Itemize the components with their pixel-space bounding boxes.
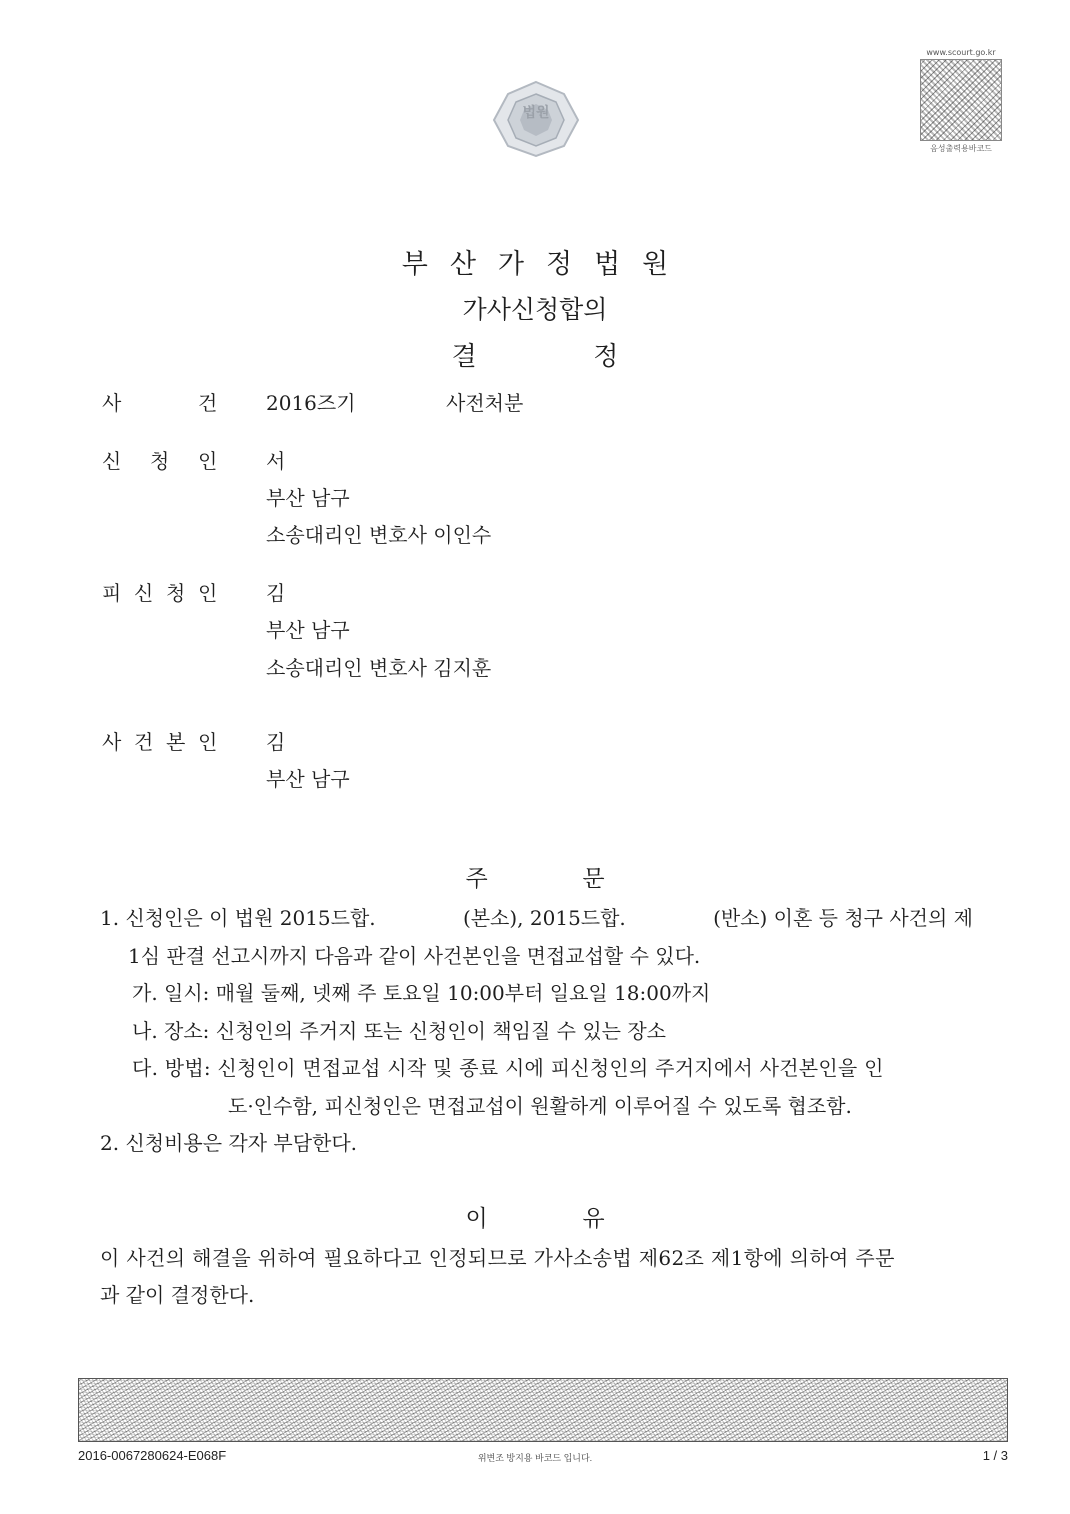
order-heading	[0, 860, 1070, 893]
respondent-name: 김	[266, 581, 286, 605]
order-item-1-c-line-1: 다. 방법: 신청인이 면접교섭 시작 및 종료 시에 피신청인의 주거지에서 사건본인을 인	[132, 1056, 884, 1080]
doc-type-char: 정	[593, 342, 619, 372]
applicant-counsel: 소송대리인 변호사 이인수	[266, 523, 492, 547]
order-item-2: 2. 신청비용은 각자 부담한다.	[100, 1131, 358, 1155]
court-name: 부산가정법원	[401, 249, 691, 280]
case-number: 2016즈기	[266, 391, 356, 415]
heading-char: 주	[465, 866, 488, 892]
qr-code-icon	[920, 59, 1002, 141]
document-id: 2016-0067280624-E068F	[78, 1448, 227, 1463]
division-name: 가사신청합의	[462, 295, 608, 324]
heading-char: 이	[465, 1206, 488, 1232]
document-type	[0, 336, 1070, 373]
label-char: 건	[198, 391, 218, 415]
barcode-caption: 위변조 방지용 바코드 입니다.	[477, 1453, 593, 1463]
label-char: 청	[150, 449, 170, 473]
page-number: 1 / 3	[982, 1448, 1008, 1463]
label-char: 사	[102, 730, 122, 754]
respondent-address: 부산 남구	[266, 618, 350, 642]
qr-url: www.scourt.go.kr	[926, 48, 996, 57]
label-char: 피	[102, 581, 122, 605]
order-text-part: (반소) 이혼 등 청구 사건의 제	[713, 906, 973, 930]
order-text-part: (본소), 2015드합.	[462, 906, 626, 930]
order-item-1-b: 나. 장소: 신청인의 주거지 또는 신청인이 책임질 수 있는 장소	[132, 1019, 666, 1043]
order-item-1-line-2: 1심 판결 선고시까지 다음과 같이 사건본인을 면접교섭할 수 있다.	[128, 944, 701, 968]
label-char: 인	[198, 449, 218, 473]
order-item-1-c-line-2: 도·인수함, 피신청인은 면접교섭이 원활하게 이루어질 수 있도록 협조함.	[228, 1094, 852, 1118]
order-item-1-line-1	[100, 902, 973, 931]
anti-forgery-barcode-icon	[78, 1378, 1008, 1442]
label-char: 본	[166, 730, 186, 754]
heading-char: 문	[582, 866, 605, 892]
subject-address: 부산 남구	[266, 767, 350, 791]
order-text-part: 1. 신청인은 이 법원 2015드합.	[100, 906, 376, 930]
case-name: 사전처분	[446, 391, 524, 415]
order-item-1-a: 가. 일시: 매월 둘째, 넷째 주 토요일 10:00부터 일요일 18:00까지	[132, 981, 711, 1005]
label-char: 신	[102, 449, 122, 473]
label-char: 인	[198, 730, 218, 754]
label-char: 인	[198, 581, 218, 605]
qr-caption: 음성출력용바코드	[930, 144, 992, 153]
heading-char: 유	[582, 1206, 605, 1232]
label-char: 신	[134, 581, 154, 605]
subject-name: 김	[266, 730, 286, 754]
respondent-counsel: 소송대리인 변호사 김지훈	[266, 656, 492, 680]
label-char: 사	[102, 391, 122, 415]
reason-heading	[0, 1200, 1070, 1233]
label-char: 청	[166, 581, 186, 605]
doc-type-char: 결	[451, 342, 477, 372]
reason-line-2: 과 같이 결정한다.	[100, 1283, 255, 1307]
applicant-address: 부산 남구	[266, 486, 350, 510]
court-seal	[486, 78, 586, 158]
reason-line-1: 이 사건의 해결을 위하여 필요하다고 인정되므로 가사소송법 제62조 제1항에 의하여 주문	[100, 1246, 895, 1270]
label-char: 건	[134, 730, 154, 754]
qr-code-block	[918, 48, 1004, 160]
applicant-name: 서	[266, 449, 286, 473]
seal-text: 법원	[522, 105, 550, 121]
